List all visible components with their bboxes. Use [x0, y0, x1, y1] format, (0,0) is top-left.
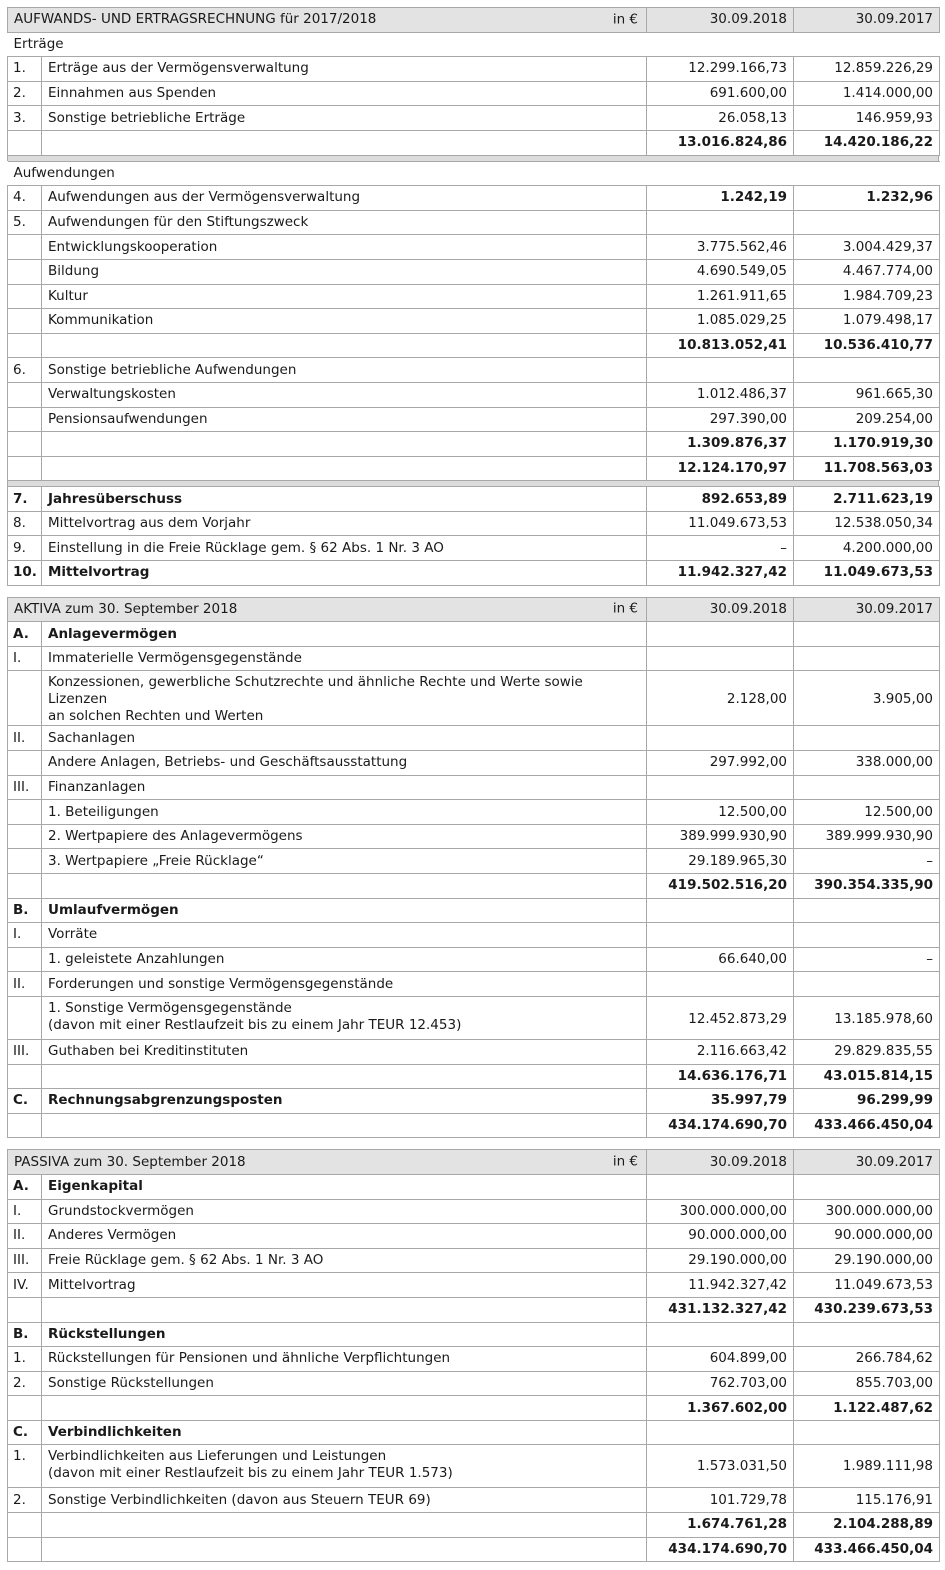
currency-unit: in € — [612, 1153, 638, 1170]
value-2018: 29.189.965,30 — [647, 849, 794, 874]
value-2018: 389.999.930,90 — [647, 824, 794, 849]
section-row — [8, 898, 940, 923]
row-number: B. — [8, 898, 42, 923]
row-number: I. — [8, 923, 42, 948]
value-2017: 433.466.450,04 — [794, 1537, 940, 1562]
row-label: Aufwendungen für den Stiftungszweck — [42, 210, 647, 235]
table-row — [8, 1039, 940, 1064]
row-label: Erträge aus der Vermögensverwaltung — [42, 57, 647, 82]
currency-unit: in € — [612, 600, 638, 617]
value-2018: 2.116.663,42 — [647, 1039, 794, 1064]
column-header-2017: 30.09.2017 — [794, 1150, 940, 1175]
value-2018: 12.299.166,73 — [647, 57, 794, 82]
row-label: Finanzanlagen — [42, 775, 647, 800]
value-2018: – — [647, 536, 794, 561]
value-2018: 12.452.873,29 — [647, 996, 794, 1039]
table-row — [8, 1445, 940, 1488]
row-number: 4. — [8, 186, 42, 211]
total-row — [8, 456, 940, 481]
table-header-row — [8, 597, 940, 622]
assets-table — [7, 597, 940, 1139]
row-label: Eigenkapital — [42, 1174, 647, 1199]
row-label-line: 1. Sonstige Vermögensgegenstände — [48, 999, 292, 1016]
value-2018: 11.942.327,42 — [647, 561, 794, 586]
value-2018: 14.636.176,71 — [647, 1064, 794, 1089]
table-title: AUFWANDS- UND ERTRAGSRECHNUNG für 2017/2018 — [14, 11, 377, 28]
table-row — [8, 671, 940, 726]
row-label: Mittelvortrag aus dem Vorjahr — [42, 511, 647, 536]
table-row — [8, 210, 940, 235]
row-label: Kultur — [42, 284, 647, 309]
value-2017: 4.200.000,00 — [794, 536, 940, 561]
row-label: Sonstige betriebliche Erträge — [42, 106, 647, 131]
table-row — [8, 775, 940, 800]
table-row — [8, 996, 940, 1039]
value-2018: 1.261.911,65 — [647, 284, 794, 309]
subtotal-row — [8, 1513, 940, 1538]
row-label — [42, 996, 647, 1039]
result-table — [7, 486, 940, 585]
row-label: Aufwendungen aus der Vermögensverwaltung — [42, 186, 647, 211]
value-2017: 1.079.498,17 — [794, 309, 940, 334]
value-2018: 300.000.000,00 — [647, 1199, 794, 1224]
table-row — [8, 57, 940, 82]
row-label: Guthaben bei Kreditinstituten — [42, 1039, 647, 1064]
value-2018: 2.128,00 — [647, 671, 794, 726]
table-row — [8, 646, 940, 671]
row-label: Verwaltungskosten — [42, 382, 647, 407]
value-2017: 2.711.623,19 — [794, 487, 940, 512]
table-row — [8, 81, 940, 106]
row-label-line: (davon mit einer Restlaufzeit bis zu einem Jahr TEUR 12.453) — [48, 1016, 462, 1033]
column-header-2018: 30.09.2018 — [647, 8, 794, 33]
section-row — [8, 1174, 940, 1199]
row-number: 1. — [8, 57, 42, 82]
row-label: Rückstellungen für Pensionen und ähnliche Verpflichtungen — [42, 1347, 647, 1372]
value-2018: 11.049.673,53 — [647, 511, 794, 536]
subtotal-row — [8, 874, 940, 899]
row-number: 1. — [8, 1347, 42, 1372]
row-number: A. — [8, 622, 42, 647]
value-2018: 762.703,00 — [647, 1371, 794, 1396]
value-2017: 12.500,00 — [794, 800, 940, 825]
value-2018: 90.000.000,00 — [647, 1224, 794, 1249]
subtotal-row — [8, 333, 940, 358]
value-2018: 1.242,19 — [647, 186, 794, 211]
value-2017: 1.122.487,62 — [794, 1396, 940, 1421]
value-2018: 1.012.486,37 — [647, 382, 794, 407]
value-2017: 961.665,30 — [794, 382, 940, 407]
row-label: Sonstige betriebliche Aufwendungen — [42, 358, 647, 383]
row-label: Andere Anlagen, Betriebs- und Geschäftsausstattung — [42, 751, 647, 776]
row-label: Grundstockvermögen — [42, 1199, 647, 1224]
row-label: Jahresüberschuss — [42, 487, 647, 512]
row-number: I. — [8, 1199, 42, 1224]
table-row — [8, 800, 940, 825]
table-row — [8, 947, 940, 972]
table-row — [8, 284, 940, 309]
value-2018: 892.653,89 — [647, 487, 794, 512]
value-2017: 43.015.814,15 — [794, 1064, 940, 1089]
table-row — [8, 487, 940, 512]
table-row — [8, 1347, 940, 1372]
table-row — [8, 511, 940, 536]
value-2018: 26.058,13 — [647, 106, 794, 131]
row-label-line: Verbindlichkeiten aus Lieferungen und Leistungen — [48, 1448, 387, 1465]
value-2018: 13.016.824,86 — [647, 130, 794, 155]
row-label: Anderes Vermögen — [42, 1224, 647, 1249]
row-label: Anlagevermögen — [42, 622, 647, 647]
table-row — [8, 186, 940, 211]
value-2018: 29.190.000,00 — [647, 1248, 794, 1273]
section-row — [8, 1322, 940, 1347]
section-row — [8, 1420, 940, 1445]
table-row — [8, 1199, 940, 1224]
value-2018: 11.942.327,42 — [647, 1273, 794, 1298]
value-2018: 1.085.029,25 — [647, 309, 794, 334]
value-2018: 3.775.562,46 — [647, 235, 794, 260]
table-row — [8, 235, 940, 260]
table-row — [8, 536, 940, 561]
row-number: 3. — [8, 106, 42, 131]
table-title-cell — [8, 1150, 647, 1175]
column-header-2017: 30.09.2017 — [794, 597, 940, 622]
value-2017: 11.049.673,53 — [794, 561, 940, 586]
currency-unit: in € — [612, 11, 639, 28]
row-label: Entwicklungskooperation — [42, 235, 647, 260]
value-2018: 434.174.690,70 — [647, 1113, 794, 1138]
row-number: II. — [8, 726, 42, 751]
table-row — [8, 358, 940, 383]
section-row — [8, 622, 940, 647]
subtotal-row — [8, 1297, 940, 1322]
value-2017: 29.190.000,00 — [794, 1248, 940, 1273]
row-number: III. — [8, 775, 42, 800]
value-2017: 4.467.774,00 — [794, 259, 940, 284]
row-number: 1. — [8, 1445, 42, 1488]
value-2018: 66.640,00 — [647, 947, 794, 972]
value-2018: 297.390,00 — [647, 407, 794, 432]
row-label: Bildung — [42, 259, 647, 284]
column-header-2018: 30.09.2018 — [647, 597, 794, 622]
table-row — [8, 1273, 940, 1298]
section-title: Aufwendungen — [8, 161, 940, 186]
liabilities-table — [7, 1149, 940, 1562]
value-2018: 1.367.602,00 — [647, 1396, 794, 1421]
row-number: II. — [8, 1224, 42, 1249]
row-number: I. — [8, 646, 42, 671]
subtotal-row — [8, 1396, 940, 1421]
total-row — [8, 1113, 940, 1138]
value-2017: 90.000.000,00 — [794, 1224, 940, 1249]
income-statement-table — [7, 7, 940, 156]
table-row — [8, 849, 940, 874]
row-label: Rückstellungen — [42, 1322, 647, 1347]
row-label — [42, 1445, 647, 1488]
table-row — [8, 972, 940, 997]
row-label: Sachanlagen — [42, 726, 647, 751]
value-2017: 29.829.835,55 — [794, 1039, 940, 1064]
value-2017: 209.254,00 — [794, 407, 940, 432]
section-row — [8, 32, 940, 57]
row-number: 5. — [8, 210, 42, 235]
row-label: Sonstige Rückstellungen — [42, 1371, 647, 1396]
row-label: 3. Wertpapiere „Freie Rücklage“ — [42, 849, 647, 874]
value-2018: 4.690.549,05 — [647, 259, 794, 284]
row-label: 2. Wertpapiere des Anlagevermögens — [42, 824, 647, 849]
value-2017: – — [794, 947, 940, 972]
row-label: Pensionsaufwendungen — [42, 407, 647, 432]
row-label: Umlaufvermögen — [42, 898, 647, 923]
value-2017: 433.466.450,04 — [794, 1113, 940, 1138]
value-2017: 146.959,93 — [794, 106, 940, 131]
table-header-row — [8, 8, 940, 33]
row-number: 7. — [8, 487, 42, 512]
value-2018: 12.500,00 — [647, 800, 794, 825]
value-2017: 300.000.000,00 — [794, 1199, 940, 1224]
value-2017: 12.859.226,29 — [794, 57, 940, 82]
row-label: Verbindlichkeiten — [42, 1420, 647, 1445]
row-number: III. — [8, 1039, 42, 1064]
value-2017: 266.784,62 — [794, 1347, 940, 1372]
value-2017: 3.905,00 — [794, 671, 940, 726]
value-2017: 14.420.186,22 — [794, 130, 940, 155]
expenses-table — [7, 161, 940, 482]
row-label: 1. Beteiligungen — [42, 800, 647, 825]
value-2018: 691.600,00 — [647, 81, 794, 106]
value-2018: 12.124.170,97 — [647, 456, 794, 481]
value-2017: 13.185.978,60 — [794, 996, 940, 1039]
table-title: PASSIVA zum 30. September 2018 — [14, 1153, 246, 1170]
value-2018: 35.997,79 — [647, 1089, 794, 1114]
table-row — [8, 1488, 940, 1513]
table-row — [8, 824, 940, 849]
row-number: 2. — [8, 1371, 42, 1396]
value-2017: 96.299,99 — [794, 1089, 940, 1114]
table-row — [8, 407, 940, 432]
row-label: 1. geleistete Anzahlungen — [42, 947, 647, 972]
row-label: Freie Rücklage gem. § 62 Abs. 1 Nr. 3 AO — [42, 1248, 647, 1273]
value-2018: 1.674.761,28 — [647, 1513, 794, 1538]
table-title: AKTIVA zum 30. September 2018 — [14, 600, 238, 617]
column-header-2018: 30.09.2018 — [647, 1150, 794, 1175]
row-label-line: (davon mit einer Restlaufzeit bis zu einem Jahr TEUR 1.573) — [48, 1465, 453, 1482]
row-label: Rechnungsabgrenzungsposten — [42, 1089, 647, 1114]
row-number: 10. — [8, 561, 42, 586]
value-2017: 115.176,91 — [794, 1488, 940, 1513]
value-2018: 604.899,00 — [647, 1347, 794, 1372]
row-number: B. — [8, 1322, 42, 1347]
table-row — [8, 726, 940, 751]
row-number: II. — [8, 972, 42, 997]
row-label: Einnahmen aus Spenden — [42, 81, 647, 106]
value-2017: – — [794, 849, 940, 874]
row-number: 2. — [8, 1488, 42, 1513]
column-header-2017: 30.09.2017 — [794, 8, 940, 33]
row-label: Vorräte — [42, 923, 647, 948]
value-2017: 1.414.000,00 — [794, 81, 940, 106]
table-header-row — [8, 1150, 940, 1175]
value-2017: 338.000,00 — [794, 751, 940, 776]
table-title-cell — [8, 8, 647, 33]
table-row — [8, 561, 940, 586]
value-2018: 1.309.876,37 — [647, 432, 794, 457]
table-row — [8, 106, 940, 131]
row-label: Immaterielle Vermögensgegenstände — [42, 646, 647, 671]
value-2017: 390.354.335,90 — [794, 874, 940, 899]
value-2018: 10.813.052,41 — [647, 333, 794, 358]
value-2018: 1.573.031,50 — [647, 1445, 794, 1488]
row-number: III. — [8, 1248, 42, 1273]
table-row — [8, 309, 940, 334]
table-row — [8, 751, 940, 776]
value-2017: 430.239.673,53 — [794, 1297, 940, 1322]
subtotal-row — [8, 432, 940, 457]
table-row — [8, 1089, 940, 1114]
value-2018: 431.132.327,42 — [647, 1297, 794, 1322]
row-number: 8. — [8, 511, 42, 536]
value-2017: 11.049.673,53 — [794, 1273, 940, 1298]
table-row — [8, 923, 940, 948]
row-label-line: an solchen Rechten und Werten — [48, 708, 264, 725]
value-2018: 434.174.690,70 — [647, 1537, 794, 1562]
value-2017: 1.989.111,98 — [794, 1445, 940, 1488]
value-2018: 419.502.516,20 — [647, 874, 794, 899]
value-2017: 1.984.709,23 — [794, 284, 940, 309]
value-2017: 11.708.563,03 — [794, 456, 940, 481]
value-2017: 1.170.919,30 — [794, 432, 940, 457]
value-2017: 2.104.288,89 — [794, 1513, 940, 1538]
table-row — [8, 1224, 940, 1249]
financial-statements — [7, 7, 939, 1562]
row-number: C. — [8, 1420, 42, 1445]
value-2017: 3.004.429,37 — [794, 235, 940, 260]
value-2017: 855.703,00 — [794, 1371, 940, 1396]
table-row — [8, 1371, 940, 1396]
row-label: Mittelvortrag — [42, 561, 647, 586]
value-2018: 297.992,00 — [647, 751, 794, 776]
section-title: Erträge — [8, 32, 940, 57]
value-2017: 10.536.410,77 — [794, 333, 940, 358]
row-label: Sonstige Verbindlichkeiten (davon aus Steuern TEUR 69) — [42, 1488, 647, 1513]
subtotal-row — [8, 130, 940, 155]
row-number: A. — [8, 1174, 42, 1199]
table-row — [8, 1248, 940, 1273]
value-2017: 12.538.050,34 — [794, 511, 940, 536]
row-number: C. — [8, 1089, 42, 1114]
value-2017: 1.232,96 — [794, 186, 940, 211]
total-row — [8, 1537, 940, 1562]
row-number: 2. — [8, 81, 42, 106]
table-row — [8, 382, 940, 407]
table-row — [8, 259, 940, 284]
row-number: 6. — [8, 358, 42, 383]
subtotal-row — [8, 1064, 940, 1089]
table-title-cell — [8, 597, 647, 622]
section-row — [8, 161, 940, 186]
row-number: IV. — [8, 1273, 42, 1298]
row-label-line: Konzessionen, gewerbliche Schutzrechte und ähnliche Rechte und Werte sowie Lizenzen — [48, 674, 583, 708]
row-label: Mittelvortrag — [42, 1273, 647, 1298]
row-label: Forderungen und sonstige Vermögensgegenstände — [42, 972, 647, 997]
value-2017: 389.999.930,90 — [794, 824, 940, 849]
row-label: Einstellung in die Freie Rücklage gem. § 62 Abs. 1 Nr. 3 AO — [42, 536, 647, 561]
row-label — [42, 671, 647, 726]
row-number: 9. — [8, 536, 42, 561]
value-2018: 101.729,78 — [647, 1488, 794, 1513]
row-label: Kommunikation — [42, 309, 647, 334]
